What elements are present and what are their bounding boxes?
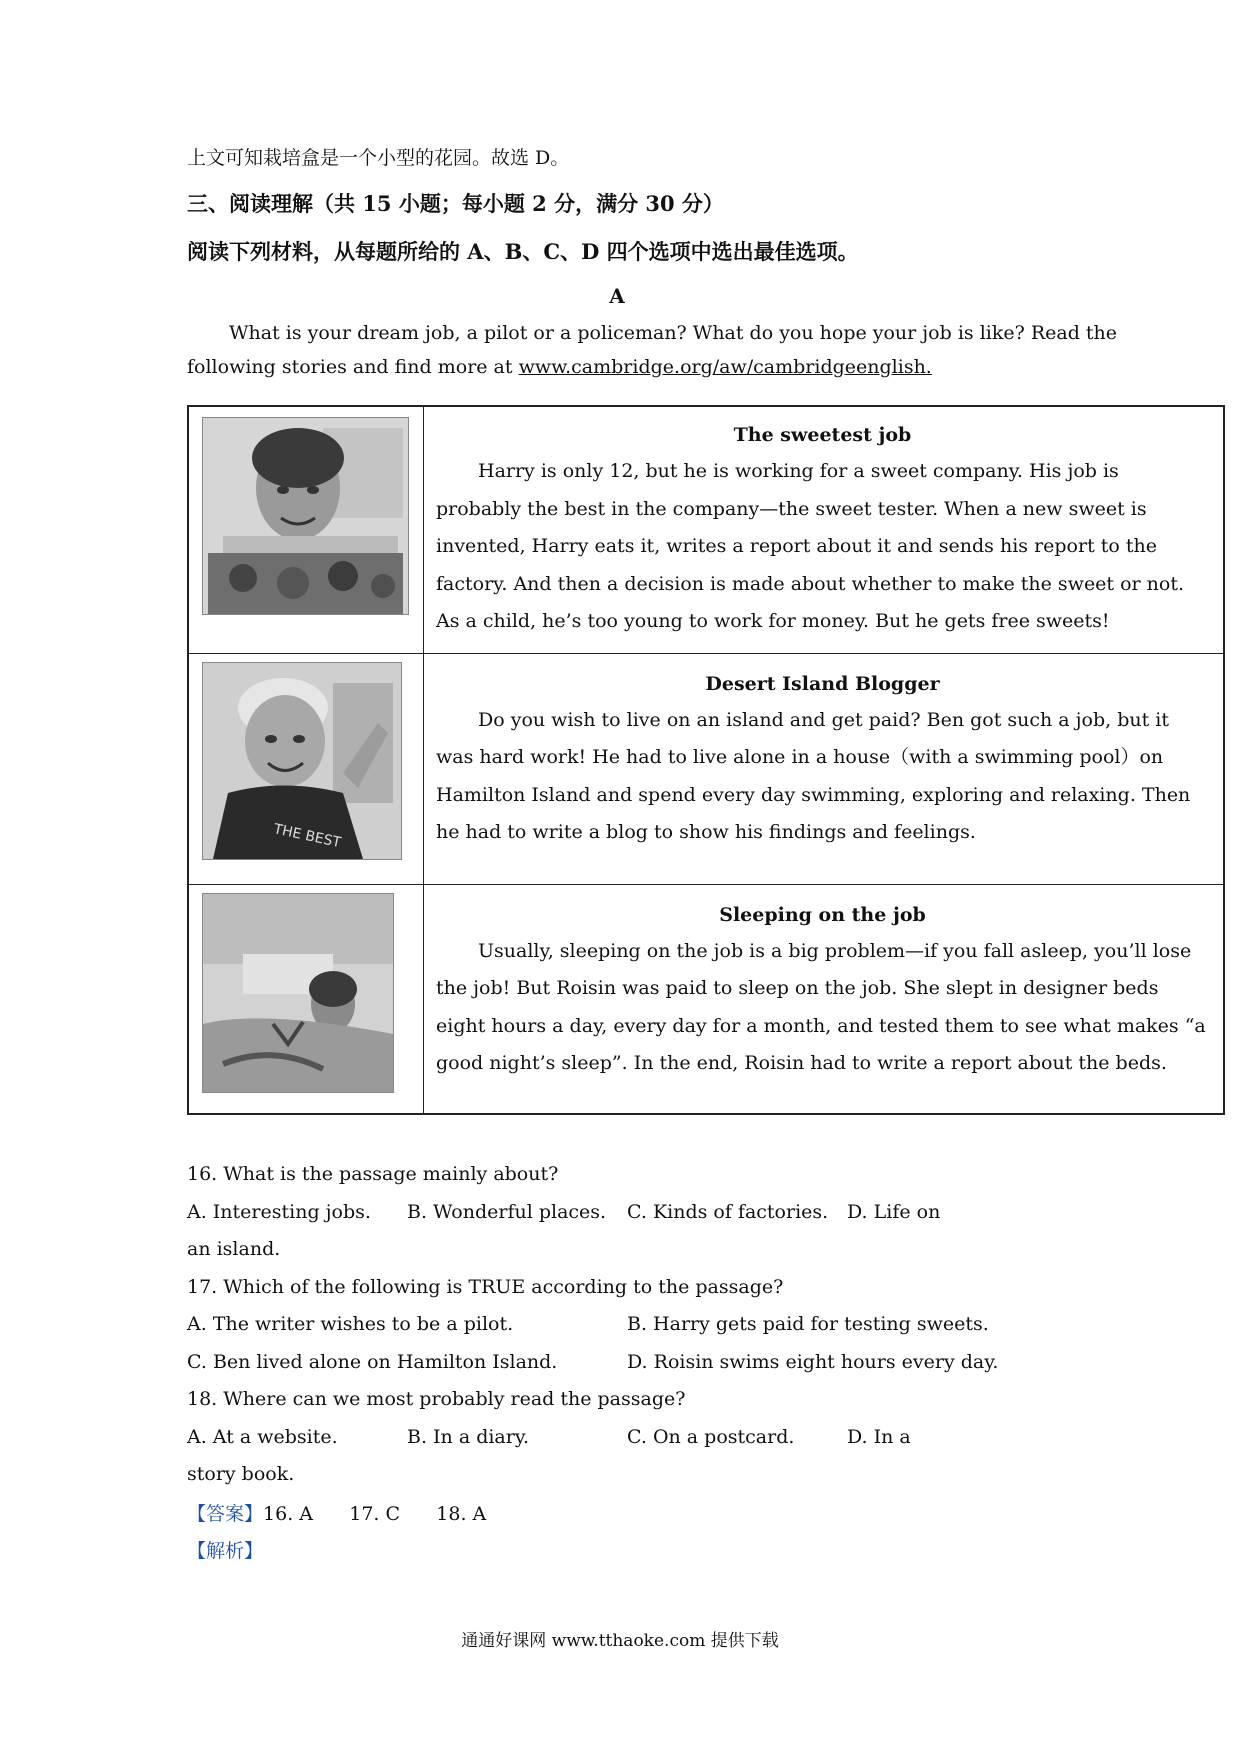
question-17-options-cd — [187, 1344, 1067, 1382]
ben-photo — [202, 662, 402, 860]
option-17-a: A. The writer wishes to be a pilot. — [187, 1313, 514, 1335]
option-17-b: B. Harry gets paid for testing sweets. — [627, 1313, 989, 1335]
option-18-d-wrap: story book. — [187, 1463, 295, 1485]
job-body-sweetest: Harry is only 12, but he is working for a sweet company. His job is probably the best in the company—the sweet tester. When a new sweet is invented, Harry eats it, writes a report about it and sends his report to the factory. And then a decision is made about whether to make the sweet or not. As a child, he’s too young to work for money. But he gets free sweets! — [436, 460, 1185, 632]
instruction: 阅读下列材料，从每题所给的 A、B、C、D 四个选项中选出最佳选项。 — [187, 239, 859, 264]
page-footer: 通通好课网 www.tthaoke.com 提供下载 — [461, 1631, 779, 1651]
answer-line — [187, 1496, 1067, 1534]
question-16-stem: 16. What is the passage mainly about? — [187, 1163, 559, 1185]
question-17-options-ab — [187, 1306, 1067, 1344]
job-title-sweetest: The sweetest job — [733, 424, 912, 446]
photo-cell — [188, 406, 424, 653]
question-18-stem: 18. Where can we most probably read the passage? — [187, 1388, 686, 1410]
option-16-b: B. Wonderful places. — [407, 1200, 607, 1223]
question-18-options — [187, 1419, 1067, 1457]
intro-line-2-text: following stories and find more at — [187, 356, 519, 378]
option-18-d: D. In a — [847, 1425, 911, 1448]
job-text-cell — [424, 884, 1225, 1114]
intro-line-2 — [187, 350, 1227, 384]
option-16-c: C. Kinds of factories. — [627, 1200, 829, 1223]
option-18-c: C. On a postcard. — [627, 1425, 795, 1448]
photo-cell — [188, 884, 424, 1114]
option-16-d: D. Life on — [847, 1200, 941, 1223]
job-row-sweetest — [188, 406, 1224, 653]
cambridge-link[interactable]: www.cambridge.org/aw/cambridgeenglish. — [518, 356, 932, 378]
option-18-a: A. At a website. — [187, 1425, 338, 1448]
job-title-sleeping: Sleeping on the job — [719, 903, 926, 926]
option-17-d: D. Roisin swims eight hours every day. — [627, 1350, 999, 1373]
svg-text:THE BEST: THE BEST — [272, 820, 343, 851]
option-16-a: A. Interesting jobs. — [187, 1200, 371, 1223]
section-heading: 三、阅读理解（共 15 小题；每小题 2 分，满分 30 分） — [187, 191, 724, 216]
photo-cell — [188, 653, 424, 884]
job-title-blogger: Desert Island Blogger — [705, 672, 940, 695]
passage-label: A — [609, 284, 625, 308]
roisin-photo — [202, 893, 394, 1093]
answer-label: 【答案】 — [187, 1502, 264, 1525]
option-16-d-wrap: an island. — [187, 1238, 281, 1260]
job-row-blogger — [188, 653, 1224, 884]
answer-values: 16. A 17. C 18. A — [263, 1502, 487, 1525]
analysis-label: 【解析】 — [187, 1540, 264, 1562]
intro-line-1: What is your dream job, a pilot or a policeman? What do you hope your job is like? Read the — [229, 322, 1118, 344]
option-18-b: B. In a diary. — [407, 1425, 530, 1448]
job-body-sleeping: Usually, sleeping on the job is a big problem—if you fall asleep, you’ll lose the job! But Roisin was paid to sleep on the job. She slept in designer beds eight hours a day, every day for a month, and tested them to see what makes “a good night’s sleep”. In the end, Roisin had to write a report about the beds. — [436, 939, 1206, 1074]
boy-photo — [202, 417, 409, 615]
job-text-cell — [424, 653, 1225, 884]
job-body-blogger: Do you wish to live on an island and get paid? Ben got such a job, but it was hard work! He had to live alone in a house（with a swimming pool）on Hamilton Island and spend every day swimming, exploring and relaxing. Then he had to write a blog to show his findings and feelings. — [436, 708, 1191, 843]
question-16-options — [187, 1194, 1067, 1232]
question-17-stem: 17. Which of the following is TRUE according to the passage? — [187, 1275, 784, 1298]
job-text-cell — [424, 406, 1225, 653]
job-row-sleeping — [188, 884, 1224, 1114]
questions — [187, 1156, 1067, 1571]
option-17-c: C. Ben lived alone on Hamilton Island. — [187, 1350, 558, 1373]
previous-answer-text: 上文可知栽培盒是一个小型的花园。故选 D。 — [187, 147, 570, 169]
jobs-table — [187, 405, 1225, 1115]
